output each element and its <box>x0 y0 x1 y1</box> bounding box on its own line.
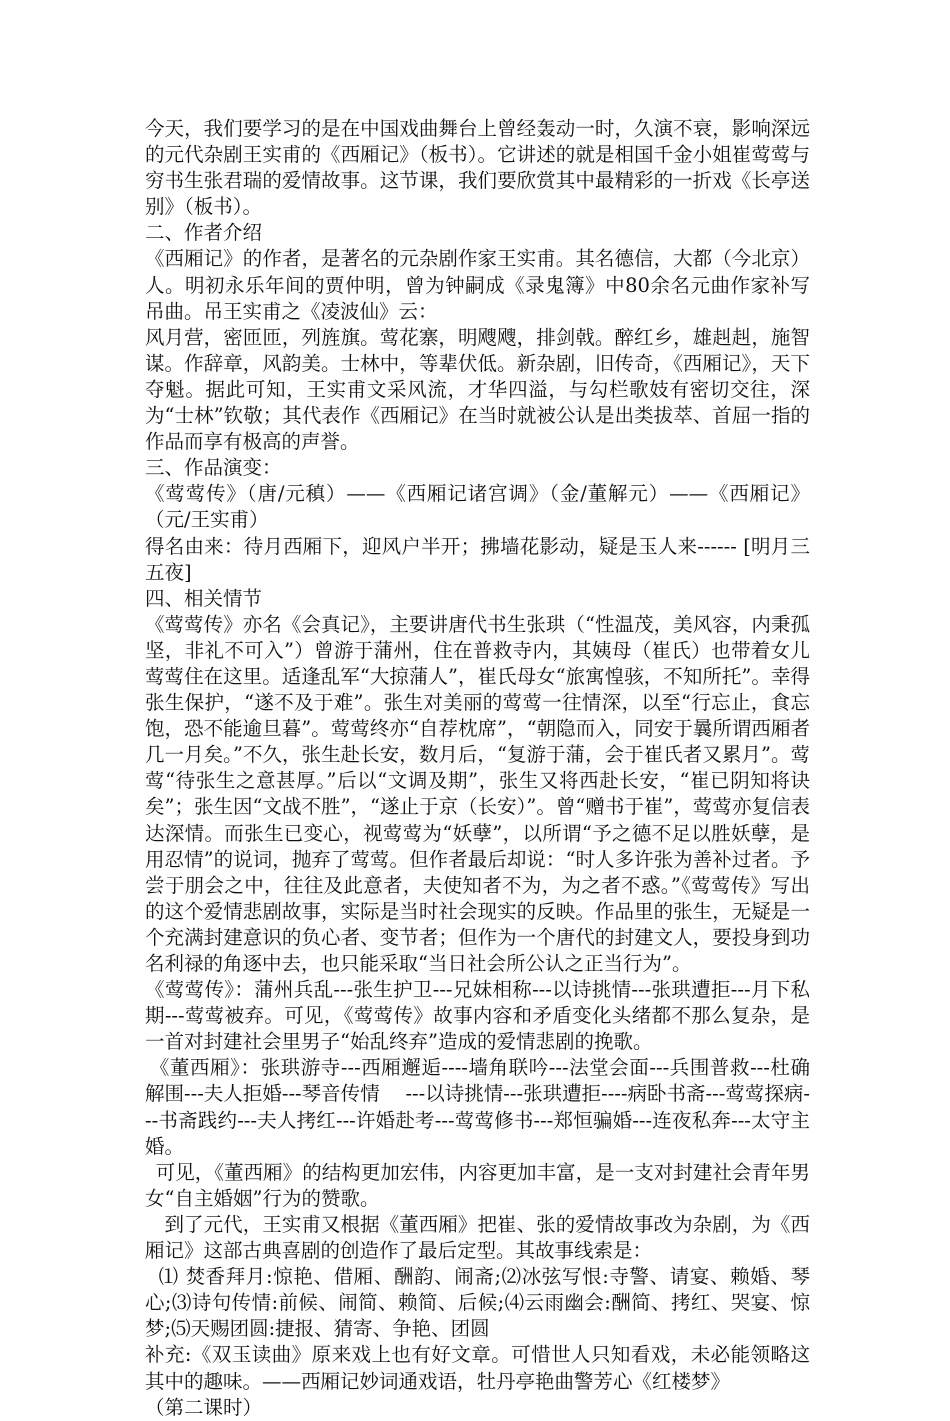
story-clues-paragraph: ⑴ 焚香拜月:惊艳、借厢、酬韵、闹斋;⑵冰弦写恨:寺警、请宴、赖婚、琴心;⑶诗句传情:前候、闹简、赖简、后候;⑷云雨幽会:酬简、拷红、哭宴、惊梦;⑸天赐团圆:捷报、猜寄、争艳、团圆 <box>145 1265 810 1341</box>
document-body <box>145 116 810 1421</box>
title-origin-paragraph: 得名由来：待月西厢下，迎风户半开；拂墙花影动，疑是玉人来------ [明月三五夜] <box>145 534 810 584</box>
poem-paragraph: 风月营，密匝匝，列旌旗。莺花寨，明飕飕，排剑戟。醉红乡，雄赳赳，施智谋。作辞章，风韵美。士林中，等辈伏低。新杂剧，旧传奇，《西厢记》，天下夺魁。据此可知，王实甫文采风流，才华四溢，与勾栏歌妓有密切交往，深为“士林”钦敬；其代表作《西厢记》在当时就被公认是出类拔萃、首屈一指的作品而享有极高的声誉。 <box>145 325 810 454</box>
section-heading-plot: 四、相关情节 <box>145 586 263 610</box>
supplement-paragraph: 补充:《双玉读曲》原来戏上也有好文章。可惜世人只知看戏，未必能领略这其中的趣味。——西厢记妙词通戏语，牡丹亭艳曲警芳心《红楼梦》 <box>145 1343 810 1393</box>
author-paragraph: 《西厢记》的作者，是著名的元杂剧作家王实甫。其名德信，大都（今北京）人。明初永乐年间的贾仲明，曾为钟嗣成《录鬼簿》中80余名元曲作家补写吊曲。吊王实甫之《凌波仙》云： <box>145 247 810 323</box>
evolution-paragraph: 《莺莺传》（唐/元稹）——《西厢记诸宫调》（金/董解元）——《西厢记》（元/王实甫） <box>145 482 810 532</box>
intro-paragraph: 今天，我们要学习的是在中国戏曲舞台上曾经轰动一时，久演不衰，影响深远的元代杂剧王实甫的《西厢记》（板书）。它讲述的就是相国千金小姐崔莺莺与穷书生张君瑞的爱情故事。这节课，我们要欣赏其中最精彩的一折戏《长亭送别》（板书）。 <box>145 117 810 219</box>
yuan-drama-paragraph: 到了元代，王实甫又根据《董西厢》把崔、张的爱情故事改为杂剧，为《西厢记》这部古典喜剧的创造作了最后定型。其故事线索是： <box>145 1212 810 1263</box>
yingying-outline-paragraph: 《莺莺传》：蒲州兵乱---张生护卫---兄妹相称---以诗挑情---张珙遭拒---月下私期---莺莺被弃。可见，《莺莺传》故事内容和矛盾变化头绪都不那么复杂，是一首对封建社会里男子“始乱终弃”造成的爱情悲剧的挽歌。 <box>145 978 810 1054</box>
second-lesson-label: （第二课时） <box>145 1395 263 1419</box>
dong-xixiang-summary-paragraph: 可见，《董西厢》的结构更加宏伟，内容更加丰富，是一支对封建社会青年男女“自主婚姻”行为的赞歌。 <box>145 1160 810 1210</box>
yingying-story-paragraph: 《莺莺传》亦名《会真记》，主要讲唐代书生张珙（“性温茂，美风容，内秉孤坚，非礼不可入”）曾游于蒲州，住在普救寺内，其姨母（崔氏）也带着女儿莺莺住在这里。适逢乱军“大掠蒲人”，崔氏母女“旅寓惶骇，不知所托”。幸得张生保护，“遂不及于难”。张生对美丽的莺莺一往情深，以至“行忘止，食忘饱，恐不能逾旦暮”。莺莺终亦“自荐枕席”，“朝隐而入，同安于曩所谓西厢者几一月矣。”不久，张生赴长安，数月后，“复游于蒲，会于崔氏者又累月”。莺莺“待张生之意甚厚。”后以“文调及期”，张生又将西赴长安，“崔已阴知将诀矣”；张生因“文战不胜”，“遂止于京（长安）”。曾“赠书于崔”，莺莺亦复信表达深情。而张生已变心，视莺莺为“妖孽”，以所谓“予之德不足以胜妖孽，是用忍情”的说词，抛弃了莺莺。但作者最后却说：“时人多许张为善补过者。予尝于朋会之中，往往及此意者，夫使知者不为，为之者不惑。”《莺莺传》写出的这个爱情悲剧故事，实际是当时社会现实的反映。作品里的张生，无疑是一个充满封建意识的负心者、变节者；但作为一个唐代的封建文人，要投身到功名利禄的角逐中去，也只能采取“当日社会所公认之正当行为”。 <box>145 612 810 975</box>
section-heading-author: 二、作者介绍 <box>145 221 263 245</box>
section-heading-evolution: 三、作品演变： <box>145 456 282 480</box>
dong-xixiang-outline-paragraph: 《董西厢》：张珙游寺---西厢邂逅----墙角联吟---法堂会面---兵围普救---杜确解围---夫人拒婚---琴音传情 ---以诗挑情---张珙遭拒----病卧书斋---莺莺探病---书斋践约---夫人拷红---许婚赴考---莺莺修书---郑恒骗婚---连夜私奔---太守主婚。 <box>145 1056 810 1158</box>
